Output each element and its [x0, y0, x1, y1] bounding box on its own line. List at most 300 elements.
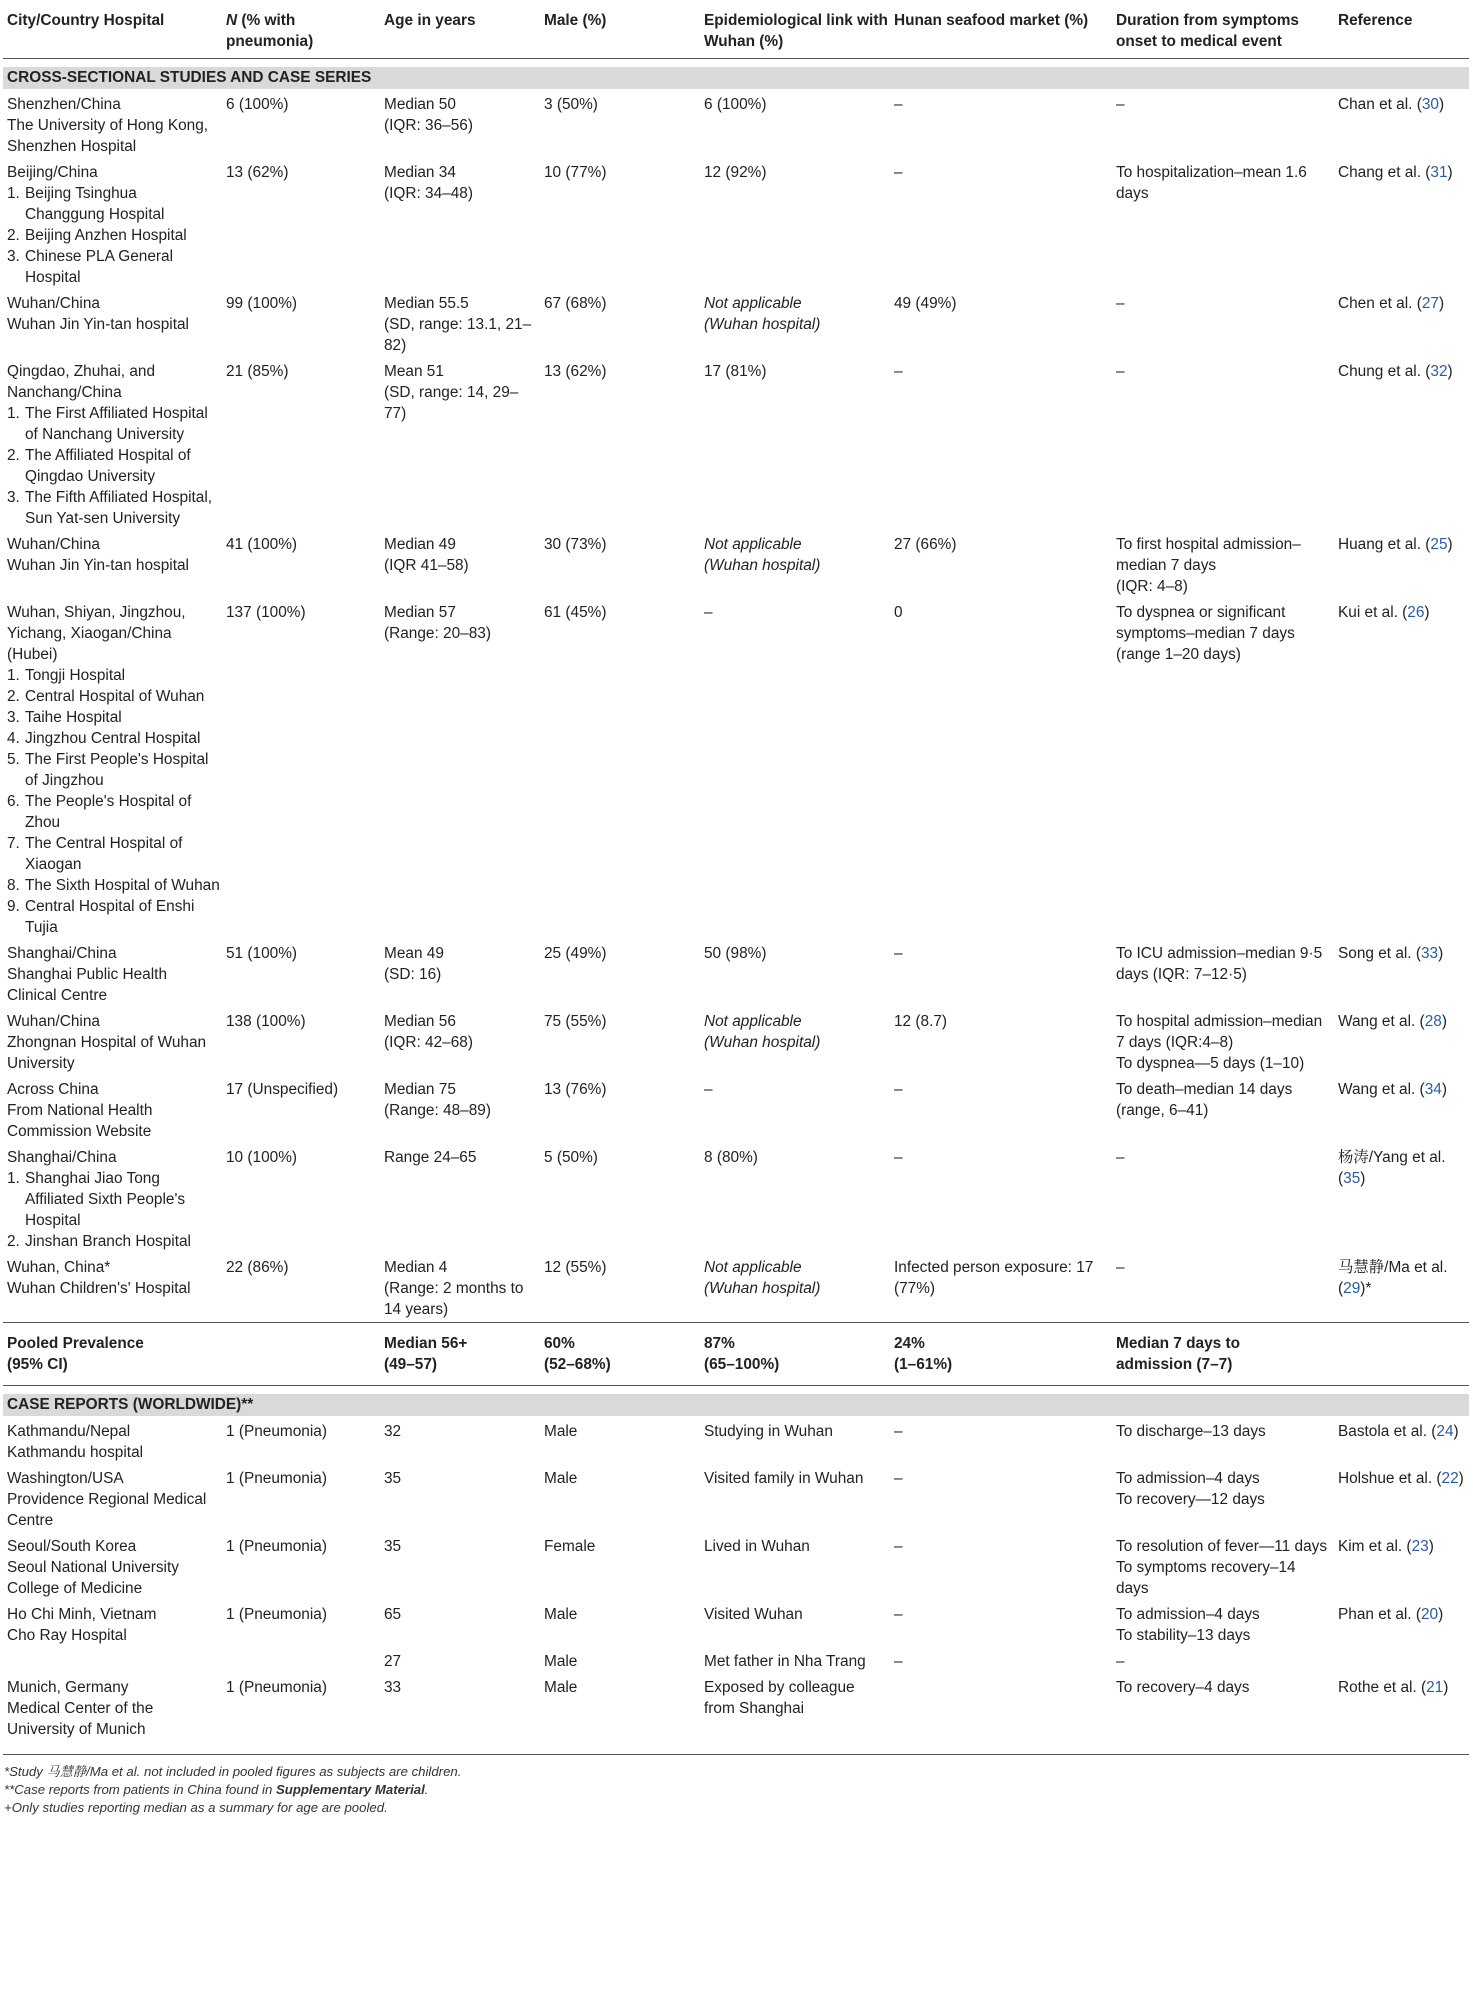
hospital-list-name: The Central Hospital of Xiaogan	[25, 835, 183, 873]
location-name: Ho Chi Minh, Vietnam	[7, 1606, 157, 1623]
hospital-list-number: 2.	[7, 688, 20, 705]
epi-value: (Wuhan hospital)	[704, 557, 821, 574]
hospital-list-number: 1.	[7, 185, 20, 202]
cell-n	[223, 1076, 381, 1144]
pooled-n	[223, 1323, 381, 1386]
cell-n	[223, 91, 381, 159]
epi-value: 6 (100%)	[704, 96, 767, 113]
hunan-value: –	[894, 1538, 903, 1555]
hospital-list-item	[7, 665, 220, 686]
duration-value: To ICU admission–median 9·5 days (IQR: 7–12·5)	[1116, 945, 1323, 983]
reference-text: Phan et al. (	[1338, 1606, 1421, 1623]
male-value: 25 (49%)	[544, 945, 607, 962]
cell-location	[3, 1648, 223, 1674]
age-value: Median 57	[384, 604, 456, 621]
epi-value: –	[704, 604, 713, 621]
table-row	[3, 1254, 1469, 1323]
cell-location	[3, 1601, 223, 1648]
cell-n	[223, 1674, 381, 1755]
cell-location	[3, 1465, 223, 1533]
pooled-hunan	[891, 1323, 1113, 1386]
reference-text-end: )	[1441, 1081, 1447, 1098]
age-value: Median 75	[384, 1081, 456, 1098]
cell-hunan	[891, 1601, 1113, 1648]
cell-n	[223, 1648, 381, 1674]
header-age: Age in years	[384, 12, 476, 29]
hospital-list-name: The First Affiliated Hospital of Nanchang University	[25, 405, 208, 443]
cell-age	[381, 159, 541, 290]
male-value: Female	[544, 1538, 596, 1555]
pooled-label-value: Pooled Prevalence	[7, 1335, 144, 1352]
duration-value: –	[1116, 1149, 1125, 1166]
footnote-median: +Only studies reporting median as a summary for age are pooled.	[4, 1800, 388, 1815]
table-row	[3, 358, 1469, 531]
age-value: (IQR 41–58)	[384, 557, 469, 574]
age-value: Median 4	[384, 1259, 448, 1276]
cell-male	[541, 358, 701, 531]
table-row	[3, 940, 1469, 1008]
cell-location	[3, 159, 223, 290]
cell-n	[223, 159, 381, 290]
duration-value: To first hospital admission–median 7 days	[1116, 536, 1301, 574]
reference-text: Bastola et al. (	[1338, 1423, 1437, 1440]
reference-number-link[interactable]: 35	[1343, 1170, 1361, 1187]
hospital-list-item	[7, 833, 220, 875]
n-value: 6 (100%)	[226, 96, 289, 113]
cell-hunan	[891, 1076, 1113, 1144]
cell-male	[541, 1674, 701, 1755]
reference-text-end: )	[1443, 1679, 1449, 1696]
age-value: (SD, range: 14, 29–77)	[384, 384, 519, 422]
reference-text-end: )	[1438, 945, 1444, 962]
cell-reference	[1335, 1465, 1469, 1533]
cell-duration	[1113, 940, 1335, 1008]
cell-age	[381, 1648, 541, 1674]
reference-text: Rothe et al. (	[1338, 1679, 1427, 1696]
hunan-value: –	[894, 164, 903, 181]
reference-text: Chang et al. (	[1338, 164, 1431, 181]
hunan-value: –	[894, 1149, 903, 1166]
pooled-hunan-value: (1–61%)	[894, 1356, 953, 1373]
pooled-duration-value: admission (7–7)	[1116, 1356, 1233, 1373]
cell-age	[381, 940, 541, 1008]
hospital-name: Zhongnan Hospital of Wuhan University	[7, 1034, 207, 1072]
reference-text: Chen et al. (	[1338, 295, 1422, 312]
male-value: Male	[544, 1470, 578, 1487]
location-name: Wuhan/China	[7, 536, 100, 553]
header-n-letter: N	[226, 12, 238, 29]
footnote-supplementary-text: **Case reports from patients in China found in	[4, 1782, 276, 1797]
cell-male	[541, 1418, 701, 1465]
male-value: 5 (50%)	[544, 1149, 598, 1166]
reference-number-link[interactable]: 24	[1436, 1423, 1454, 1440]
hospital-name: Medical Center of the University of Munich	[7, 1700, 154, 1738]
cell-epi	[701, 1008, 891, 1076]
n-value: 138 (100%)	[226, 1013, 306, 1030]
pooled-male	[541, 1323, 701, 1386]
cell-n	[223, 599, 381, 940]
section-title-cross-sectional: CROSS-SECTIONAL STUDIES AND CASE SERIES	[3, 67, 1469, 89]
hospital-name: Seoul National University College of Medicine	[7, 1559, 179, 1597]
hospital-name: Providence Regional Medical Centre	[7, 1491, 207, 1529]
cell-n	[223, 358, 381, 531]
table-row	[3, 1008, 1469, 1076]
hospital-name: Wuhan Jin Yin-tan hospital	[7, 557, 189, 574]
table-footnotes	[4, 1763, 1473, 1817]
hunan-value: Infected person exposure: 17 (77%)	[894, 1259, 1094, 1297]
cell-male	[541, 290, 701, 358]
cell-hunan	[891, 1465, 1113, 1533]
duration-value: To hospital admission–median 7 days (IQR:4–8)	[1116, 1013, 1323, 1051]
cell-n	[223, 1601, 381, 1648]
location-name: Qingdao, Zhuhai, and Nanchang/China	[7, 363, 156, 401]
location-name: Wuhan, China*	[7, 1259, 111, 1276]
cell-duration	[1113, 91, 1335, 159]
section-row-cross-sectional	[3, 59, 1469, 92]
cell-age	[381, 531, 541, 599]
cell-reference	[1335, 358, 1469, 531]
hospital-list-name: Central Hospital of Enshi Tujia	[25, 898, 195, 936]
duration-value: To hospitalization–mean 1.6 days	[1116, 164, 1307, 202]
cell-reference	[1335, 1418, 1469, 1465]
age-value: Mean 51	[384, 363, 444, 380]
cell-epi	[701, 1648, 891, 1674]
epi-value: Not applicable	[704, 295, 802, 312]
n-value: 17 (Unspecified)	[226, 1081, 339, 1098]
cell-location	[3, 1254, 223, 1323]
cell-age	[381, 1254, 541, 1323]
male-value: Male	[544, 1679, 578, 1696]
pooled-male-value: (52–68%)	[544, 1356, 611, 1373]
n-value: 13 (62%)	[226, 164, 289, 181]
cell-epi	[701, 1601, 891, 1648]
hospital-list-item	[7, 445, 220, 487]
male-value: 30 (73%)	[544, 536, 607, 553]
cell-hunan	[891, 1533, 1113, 1601]
case-row	[3, 1465, 1469, 1533]
pooled-duration-value: Median 7 days to	[1116, 1335, 1241, 1352]
age-value: (SD, range: 13.1, 21–82)	[384, 316, 532, 354]
age-value: (IQR: 34–48)	[384, 185, 473, 202]
cell-hunan	[891, 1418, 1113, 1465]
age-value: 33	[384, 1679, 402, 1696]
epi-value: Lived in Wuhan	[704, 1538, 810, 1555]
cell-location	[3, 940, 223, 1008]
age-value: Median 56	[384, 1013, 456, 1030]
hospital-list-name: Taihe Hospital	[25, 709, 122, 726]
hospital-list-name: Chinese PLA General Hospital	[25, 248, 174, 286]
hospital-name: Wuhan Jin Yin-tan hospital	[7, 316, 189, 333]
epi-value: 8 (80%)	[704, 1149, 758, 1166]
cell-epi	[701, 1254, 891, 1323]
cell-reference	[1335, 1144, 1469, 1254]
cell-location	[3, 599, 223, 940]
duration-value: To symptoms recovery–14 days	[1116, 1559, 1296, 1597]
cell-epi	[701, 91, 891, 159]
table-row	[3, 290, 1469, 358]
hospital-name: Kathmandu hospital	[7, 1444, 144, 1461]
reference-number-link[interactable]: 27	[1421, 295, 1439, 312]
reference-number-link[interactable]: 22	[1441, 1470, 1459, 1487]
duration-value: To resolution of fever—11 days	[1116, 1538, 1328, 1555]
reference-number-link[interactable]: 20	[1421, 1606, 1439, 1623]
cell-location	[3, 1144, 223, 1254]
hospital-list-number: 1.	[7, 1170, 20, 1187]
cell-male	[541, 1601, 701, 1648]
table-row	[3, 1144, 1469, 1254]
duration-value: To death–median 14 days (range, 6–41)	[1116, 1081, 1293, 1119]
cell-n	[223, 531, 381, 599]
cell-male	[541, 159, 701, 290]
hunan-value: 0	[894, 604, 903, 621]
hospital-list-number: 2.	[7, 1233, 20, 1250]
location-name: Washington/USA	[7, 1470, 124, 1487]
hospital-list-name: Jingzhou Central Hospital	[25, 730, 201, 747]
duration-value: To dyspnea or significant symptoms–median 7 days (range 1–20 days)	[1116, 604, 1295, 663]
cell-epi	[701, 1674, 891, 1755]
epi-value: –	[704, 1081, 713, 1098]
pooled-epi-value: (65–100%)	[704, 1356, 780, 1373]
cell-reference	[1335, 91, 1469, 159]
cell-hunan	[891, 531, 1113, 599]
cell-male	[541, 91, 701, 159]
cell-duration	[1113, 531, 1335, 599]
cell-duration	[1113, 1254, 1335, 1323]
cell-n	[223, 1465, 381, 1533]
cell-duration	[1113, 1008, 1335, 1076]
cell-age	[381, 1144, 541, 1254]
cell-age	[381, 1601, 541, 1648]
reference-text-end: )	[1438, 96, 1445, 113]
cell-reference	[1335, 599, 1469, 940]
reference-number-link[interactable]: 29	[1343, 1280, 1361, 1297]
cell-hunan	[891, 358, 1113, 531]
hospital-list-number: 2.	[7, 227, 20, 244]
location-name: Shanghai/China	[7, 945, 117, 962]
cell-duration	[1113, 1418, 1335, 1465]
cell-location	[3, 358, 223, 531]
male-value: 10 (77%)	[544, 164, 607, 181]
male-value: 67 (68%)	[544, 295, 607, 312]
reference-text-end: )	[1438, 1606, 1444, 1623]
hunan-value: 49 (49%)	[894, 295, 957, 312]
age-value: (Range: 48–89)	[384, 1102, 491, 1119]
duration-value: –	[1116, 363, 1125, 380]
pooled-reference	[1335, 1323, 1469, 1386]
cell-n	[223, 290, 381, 358]
pooled-duration	[1113, 1323, 1335, 1386]
case-row	[3, 1601, 1469, 1648]
cell-location	[3, 1076, 223, 1144]
hospital-list-item	[7, 246, 220, 288]
reference-text-end: )	[1428, 1538, 1434, 1555]
cell-epi	[701, 159, 891, 290]
reference-number-link[interactable]: 21	[1426, 1679, 1444, 1696]
cell-reference	[1335, 1533, 1469, 1601]
duration-value: –	[1116, 1653, 1125, 1670]
cell-male	[541, 1648, 701, 1674]
male-value: 12 (55%)	[544, 1259, 607, 1276]
hunan-value: –	[894, 1081, 903, 1098]
male-value: Male	[544, 1606, 578, 1623]
cell-hunan	[891, 91, 1113, 159]
hospital-list-item	[7, 875, 220, 896]
cell-hunan	[891, 940, 1113, 1008]
header-epi: Epidemiological link with Wuhan (%)	[704, 12, 888, 50]
location-name: Shenzhen/China	[7, 96, 121, 113]
n-value: 51 (100%)	[226, 945, 298, 962]
reference-number-link[interactable]: 34	[1424, 1081, 1442, 1098]
reference-number-link[interactable]: 31	[1430, 164, 1448, 181]
cell-reference	[1335, 1601, 1469, 1648]
header-reference: Reference	[1338, 12, 1413, 29]
epi-value: 50 (98%)	[704, 945, 767, 962]
table-row	[3, 531, 1469, 599]
header-hunan: Hunan seafood market (%)	[894, 12, 1089, 29]
hospital-list-number: 1.	[7, 667, 20, 684]
cell-hunan	[891, 1254, 1113, 1323]
case-row	[3, 1418, 1469, 1465]
hospital-list-number: 7.	[7, 835, 20, 852]
cell-epi	[701, 940, 891, 1008]
cell-location	[3, 531, 223, 599]
reference-number-link[interactable]: 23	[1411, 1538, 1429, 1555]
pooled-label	[3, 1323, 223, 1386]
duration-value: To recovery–4 days	[1116, 1679, 1250, 1696]
pooled-male-value: 60%	[544, 1335, 575, 1352]
location-name: Seoul/South Korea	[7, 1538, 137, 1555]
cell-epi	[701, 1533, 891, 1601]
cell-male	[541, 1254, 701, 1323]
cell-epi	[701, 290, 891, 358]
hospital-list-name: Beijing Tsinghua Changgung Hospital	[25, 185, 165, 223]
hospital-list-name: Central Hospital of Wuhan	[25, 688, 205, 705]
age-value: (IQR: 42–68)	[384, 1034, 473, 1051]
reference-number-link[interactable]: 26	[1407, 604, 1425, 621]
reference-text: Song et al. (	[1338, 945, 1421, 962]
cell-reference	[1335, 159, 1469, 290]
cell-reference	[1335, 1008, 1469, 1076]
reference-text: Huang et al. (	[1338, 536, 1431, 553]
reference-text: Chung et al. (	[1338, 363, 1431, 380]
hunan-value: –	[894, 1470, 903, 1487]
cell-epi	[701, 531, 891, 599]
cell-hunan	[891, 1674, 1113, 1755]
supplementary-material-link[interactable]: Supplementary Material	[275, 1782, 425, 1797]
epi-value: (Wuhan hospital)	[704, 1280, 821, 1297]
table-row	[3, 1076, 1469, 1144]
hospital-name: Shanghai Public Health Clinical Centre	[7, 966, 168, 1004]
hospital-list-number: 4.	[7, 730, 20, 747]
hospital-list-item	[7, 487, 220, 529]
hospital-list-number: 2.	[7, 447, 20, 464]
epi-value: Met father in Nha Trang	[704, 1653, 866, 1670]
cell-duration	[1113, 599, 1335, 940]
hospital-list-name: The People's Hospital of Zhou	[25, 793, 192, 831]
age-value: Median 49	[384, 536, 456, 553]
duration-value: To discharge–13 days	[1116, 1423, 1266, 1440]
hospital-list-name: Tongji Hospital	[25, 667, 126, 684]
cell-age	[381, 1008, 541, 1076]
reference-number-link[interactable]: 33	[1421, 945, 1439, 962]
header-duration: Duration from symptoms onset to medical event	[1116, 12, 1299, 50]
location-name: Wuhan/China	[7, 1013, 100, 1030]
header-male: Male (%)	[544, 12, 607, 29]
cell-age	[381, 1418, 541, 1465]
n-value: 41 (100%)	[226, 536, 298, 553]
reference-text: Kim et al. (	[1338, 1538, 1412, 1555]
n-value: 1 (Pneumonia)	[226, 1470, 327, 1487]
male-value: 13 (62%)	[544, 363, 607, 380]
age-value: Median 55.5	[384, 295, 469, 312]
cell-duration	[1113, 1533, 1335, 1601]
pooled-epi	[701, 1323, 891, 1386]
n-value: 1 (Pneumonia)	[226, 1606, 327, 1623]
epi-value: Studying in Wuhan	[704, 1423, 833, 1440]
hunan-value: –	[894, 945, 903, 962]
header-row	[3, 8, 1469, 59]
age-value: (Range: 2 months to 14 years)	[384, 1280, 524, 1318]
hospital-list-name: The Sixth Hospital of Wuhan	[25, 877, 220, 894]
cell-hunan	[891, 1144, 1113, 1254]
hospital-list-number: 8.	[7, 877, 20, 894]
cell-epi	[701, 599, 891, 940]
cell-hunan	[891, 1008, 1113, 1076]
section-title-case-reports: CASE REPORTS (WORLDWIDE)**	[3, 1394, 1469, 1416]
cell-n	[223, 1008, 381, 1076]
age-value: 27	[384, 1653, 402, 1670]
reference-number-link[interactable]: 25	[1430, 536, 1448, 553]
hospital-list-item	[7, 728, 220, 749]
header-n	[223, 8, 381, 59]
reference-number-link[interactable]: 28	[1424, 1013, 1442, 1030]
cell-epi	[701, 1076, 891, 1144]
hunan-value: –	[894, 1423, 903, 1440]
hospital-list-name: Jinshan Branch Hospital	[25, 1233, 191, 1250]
epi-value: Visited Wuhan	[704, 1606, 803, 1623]
epi-value: 12 (92%)	[704, 164, 767, 181]
cell-hunan	[891, 290, 1113, 358]
cell-location	[3, 1008, 223, 1076]
reference-text: 杨涛/Yang et al. (	[1338, 1149, 1446, 1187]
hospital-list-item	[7, 403, 220, 445]
reference-number-link[interactable]: 32	[1430, 363, 1448, 380]
male-value: 75 (55%)	[544, 1013, 607, 1030]
hospital-list-name: Beijing Anzhen Hospital	[25, 227, 187, 244]
epi-value: Not applicable	[704, 536, 802, 553]
age-value: 35	[384, 1538, 402, 1555]
cell-reference	[1335, 1254, 1469, 1323]
table-row	[3, 91, 1469, 159]
hospital-list-number: 5.	[7, 751, 20, 768]
cell-duration	[1113, 1648, 1335, 1674]
epi-value: Not applicable	[704, 1259, 802, 1276]
reference-text-end: )	[1441, 1013, 1447, 1030]
cell-male	[541, 1144, 701, 1254]
cell-reference	[1335, 531, 1469, 599]
hospital-list-name: Shanghai Jiao Tong Affiliated Sixth People's Hospital	[25, 1170, 186, 1229]
hunan-value: –	[894, 96, 903, 113]
cell-duration	[1113, 1674, 1335, 1755]
duration-value: To admission–4 days	[1116, 1606, 1260, 1623]
hospital-list-number: 3.	[7, 489, 20, 506]
cell-n	[223, 1533, 381, 1601]
cell-duration	[1113, 1601, 1335, 1648]
cell-epi	[701, 1465, 891, 1533]
reference-text-end: )	[1458, 1470, 1464, 1487]
reference-number-link[interactable]: 30	[1421, 96, 1439, 113]
age-value: Range 24–65	[384, 1149, 477, 1166]
